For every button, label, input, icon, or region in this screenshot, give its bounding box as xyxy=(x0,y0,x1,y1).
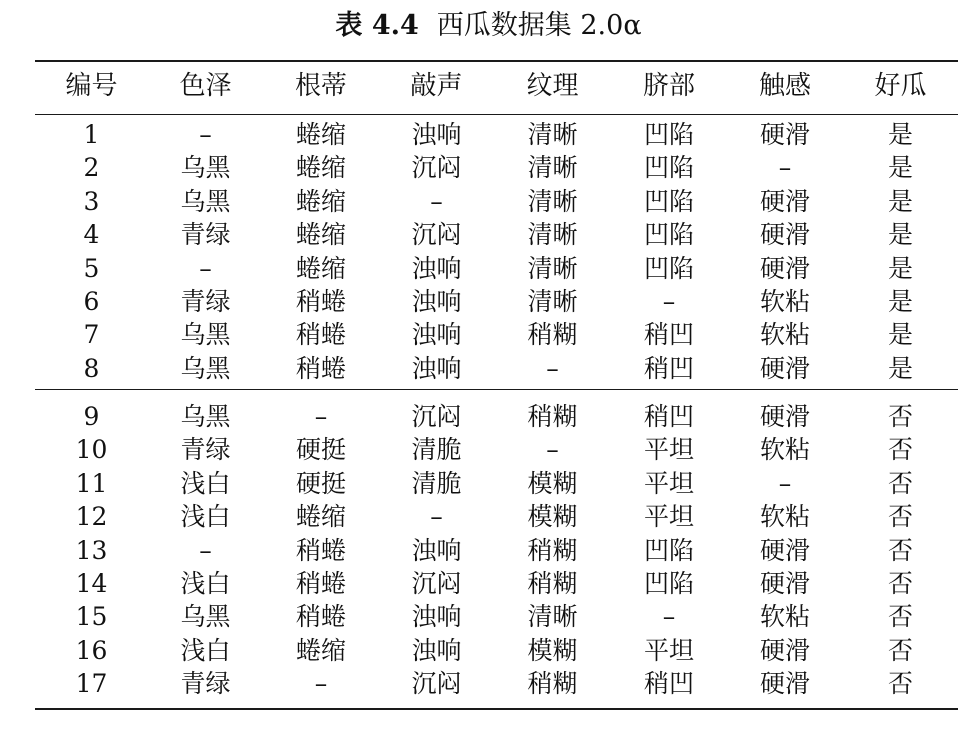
cell-color: – xyxy=(199,120,212,149)
negative-group-body xyxy=(35,400,958,701)
cell-texture: 模糊 xyxy=(527,502,578,532)
cell-id: 13 xyxy=(75,535,108,565)
cell-color: 青绿 xyxy=(180,435,231,465)
cell-root: 稍蜷 xyxy=(295,353,346,383)
caption-title: 西瓜数据集 2.0α xyxy=(436,10,642,41)
cell-root: 蜷缩 xyxy=(295,186,346,216)
table-row xyxy=(35,285,958,318)
table-row xyxy=(35,118,958,151)
cell-knock: 沉闷 xyxy=(411,669,462,699)
cell-texture: 模糊 xyxy=(527,635,578,665)
header-touch: 触感 xyxy=(758,71,811,101)
cell-navel: 稍凹 xyxy=(643,402,694,431)
cell-knock: 沉闷 xyxy=(411,402,462,431)
cell-root: 蜷缩 xyxy=(295,220,346,250)
cell-texture: 清晰 xyxy=(527,287,578,317)
cell-root: 蜷缩 xyxy=(295,153,346,183)
cell-label: 是 xyxy=(887,220,913,250)
cell-touch: 硬滑 xyxy=(759,535,810,565)
cell-label: 否 xyxy=(887,435,913,465)
cell-knock: 浊响 xyxy=(411,320,462,350)
cell-color: 浅白 xyxy=(180,569,231,599)
cell-root: 稍蜷 xyxy=(295,320,346,350)
cell-color: 乌黑 xyxy=(180,353,231,383)
cell-color: 乌黑 xyxy=(180,153,231,183)
cell-knock: 浊响 xyxy=(411,635,462,665)
cell-color: 青绿 xyxy=(180,287,231,317)
cell-touch: 硬滑 xyxy=(759,402,810,431)
cell-touch: 软粘 xyxy=(759,320,810,350)
cell-label: 否 xyxy=(887,669,913,699)
header-id: 编号 xyxy=(65,71,118,101)
cell-touch: 硬滑 xyxy=(759,120,810,149)
cell-id: 8 xyxy=(83,353,100,383)
cell-knock: 浊响 xyxy=(411,120,462,149)
caption-label: 表 4.4 xyxy=(335,10,419,41)
cell-root: 稍蜷 xyxy=(295,535,346,565)
table-row xyxy=(35,667,958,700)
header-rule xyxy=(35,114,958,115)
cell-color: – xyxy=(199,535,212,565)
table-row xyxy=(35,218,958,251)
cell-label: 是 xyxy=(887,353,913,383)
cell-touch: 硬滑 xyxy=(759,569,810,599)
cell-color: 浅白 xyxy=(180,468,231,498)
cell-id: 10 xyxy=(75,435,108,465)
table-row xyxy=(35,433,958,466)
cell-navel: 凹陷 xyxy=(643,535,694,565)
cell-id: 14 xyxy=(75,569,108,599)
cell-texture: 稍糊 xyxy=(527,669,578,699)
header-navel: 脐部 xyxy=(642,71,695,101)
cell-navel: 凹陷 xyxy=(643,253,694,283)
cell-knock: 浊响 xyxy=(411,253,462,283)
cell-id: 7 xyxy=(83,320,100,350)
cell-navel: 平坦 xyxy=(643,502,694,532)
cell-texture: 清晰 xyxy=(527,602,578,632)
cell-root: 硬挺 xyxy=(295,468,346,498)
table-row xyxy=(35,634,958,667)
cell-knock: – xyxy=(430,186,443,216)
cell-root: 稍蜷 xyxy=(295,569,346,599)
cell-navel: 凹陷 xyxy=(643,186,694,216)
table-row xyxy=(35,467,958,500)
cell-color: 乌黑 xyxy=(180,186,231,216)
cell-knock: 浊响 xyxy=(411,602,462,632)
table-row xyxy=(35,400,958,433)
table-caption xyxy=(0,6,977,46)
cell-color: – xyxy=(199,253,212,283)
cell-navel: – xyxy=(662,287,676,317)
cell-knock: 沉闷 xyxy=(411,153,462,183)
cell-label: 否 xyxy=(887,602,913,632)
table-row xyxy=(35,318,958,351)
cell-color: 乌黑 xyxy=(180,402,231,431)
cell-root: 稍蜷 xyxy=(295,287,346,317)
header-label: 好瓜 xyxy=(874,71,927,101)
cell-navel: 平坦 xyxy=(643,635,694,665)
cell-id: 15 xyxy=(75,602,108,632)
positive-group-table xyxy=(35,118,958,385)
table-row xyxy=(35,534,958,567)
cell-color: 青绿 xyxy=(180,220,231,250)
cell-id: 5 xyxy=(83,253,100,283)
cell-texture: 稍糊 xyxy=(527,569,578,599)
group-separator-rule xyxy=(35,389,958,390)
cell-navel: 凹陷 xyxy=(643,153,694,183)
cell-touch: 软粘 xyxy=(759,287,810,317)
cell-navel: 稍凹 xyxy=(643,669,694,699)
cell-texture: 清晰 xyxy=(527,220,578,250)
cell-label: 否 xyxy=(887,535,913,565)
cell-texture: 清晰 xyxy=(527,153,578,183)
cell-navel: 稍凹 xyxy=(643,353,694,383)
cell-id: 11 xyxy=(75,468,108,498)
cell-label: 否 xyxy=(887,569,913,599)
positive-group-body xyxy=(35,118,958,385)
cell-id: 12 xyxy=(75,502,108,532)
bottom-rule xyxy=(35,708,958,710)
cell-touch: 软粘 xyxy=(759,435,810,465)
cell-label: 否 xyxy=(887,402,913,431)
cell-label: 否 xyxy=(887,468,913,498)
cell-navel: 凹陷 xyxy=(643,569,694,599)
table-row xyxy=(35,352,958,385)
top-rule xyxy=(35,60,958,62)
cell-navel: 平坦 xyxy=(643,435,694,465)
cell-label: 否 xyxy=(887,635,913,665)
cell-id: 16 xyxy=(75,635,108,665)
header-texture: 纹理 xyxy=(526,71,579,101)
header-knock: 敲声 xyxy=(410,71,463,101)
cell-knock: – xyxy=(430,502,443,532)
cell-navel: 凹陷 xyxy=(643,220,694,250)
cell-root: – xyxy=(314,669,328,699)
header-row xyxy=(35,66,958,106)
cell-label: 是 xyxy=(887,120,913,149)
cell-id: 3 xyxy=(83,186,100,216)
cell-touch: – xyxy=(778,153,792,183)
negative-group-table xyxy=(35,400,958,701)
cell-texture: 模糊 xyxy=(527,468,578,498)
cell-root: 稍蜷 xyxy=(295,602,346,632)
header-root: 根蒂 xyxy=(294,71,347,101)
cell-texture: 稍糊 xyxy=(527,320,578,350)
cell-touch: 硬滑 xyxy=(759,253,810,283)
header-color: 色泽 xyxy=(179,71,232,101)
cell-knock: 浊响 xyxy=(411,287,462,317)
cell-knock: 浊响 xyxy=(411,353,462,383)
cell-root: 蜷缩 xyxy=(295,502,346,532)
cell-id: 9 xyxy=(83,402,100,431)
cell-color: 乌黑 xyxy=(180,320,231,350)
cell-touch: 硬滑 xyxy=(759,669,810,699)
cell-id: 4 xyxy=(83,220,100,250)
cell-texture: 稍糊 xyxy=(527,402,578,431)
table-row xyxy=(35,500,958,533)
cell-label: 是 xyxy=(887,287,913,317)
cell-label: 是 xyxy=(887,186,913,216)
table-row xyxy=(35,252,958,285)
cell-color: 浅白 xyxy=(180,502,231,532)
header-table xyxy=(35,66,958,106)
cell-navel: 稍凹 xyxy=(643,320,694,350)
cell-touch: 软粘 xyxy=(759,602,810,632)
cell-color: 浅白 xyxy=(180,635,231,665)
table-row xyxy=(35,600,958,633)
cell-touch: 硬滑 xyxy=(759,353,810,383)
cell-root: 蜷缩 xyxy=(295,635,346,665)
cell-root: 硬挺 xyxy=(295,435,346,465)
cell-texture: – xyxy=(546,353,559,383)
cell-touch: 硬滑 xyxy=(759,186,810,216)
cell-knock: 清脆 xyxy=(411,435,462,465)
table-row xyxy=(35,185,958,218)
cell-label: 否 xyxy=(887,502,913,532)
cell-touch: 硬滑 xyxy=(759,635,810,665)
cell-knock: 沉闷 xyxy=(411,220,462,250)
cell-root: – xyxy=(314,402,328,431)
table-row xyxy=(35,151,958,184)
cell-color: 乌黑 xyxy=(180,602,231,632)
cell-id: 6 xyxy=(83,287,100,317)
cell-label: 是 xyxy=(887,320,913,350)
cell-root: 蜷缩 xyxy=(295,253,346,283)
cell-texture: 清晰 xyxy=(527,186,578,216)
cell-texture: 稍糊 xyxy=(527,535,578,565)
cell-knock: 沉闷 xyxy=(411,569,462,599)
cell-root: 蜷缩 xyxy=(295,120,346,149)
cell-id: 2 xyxy=(83,153,100,183)
cell-label: 是 xyxy=(887,153,913,183)
cell-texture: – xyxy=(546,435,559,465)
cell-texture: 清晰 xyxy=(527,120,578,149)
table-row xyxy=(35,567,958,600)
cell-touch: 软粘 xyxy=(759,502,810,532)
cell-navel: 凹陷 xyxy=(643,120,694,149)
cell-color: 青绿 xyxy=(180,669,231,699)
cell-navel: 平坦 xyxy=(643,468,694,498)
cell-id: 17 xyxy=(75,669,108,699)
cell-touch: 硬滑 xyxy=(759,220,810,250)
cell-id: 1 xyxy=(83,120,100,149)
cell-navel: – xyxy=(662,602,676,632)
cell-knock: 清脆 xyxy=(411,468,462,498)
cell-knock: 浊响 xyxy=(411,535,462,565)
cell-touch: – xyxy=(778,468,792,498)
cell-texture: 清晰 xyxy=(527,253,578,283)
cell-label: 是 xyxy=(887,253,913,283)
